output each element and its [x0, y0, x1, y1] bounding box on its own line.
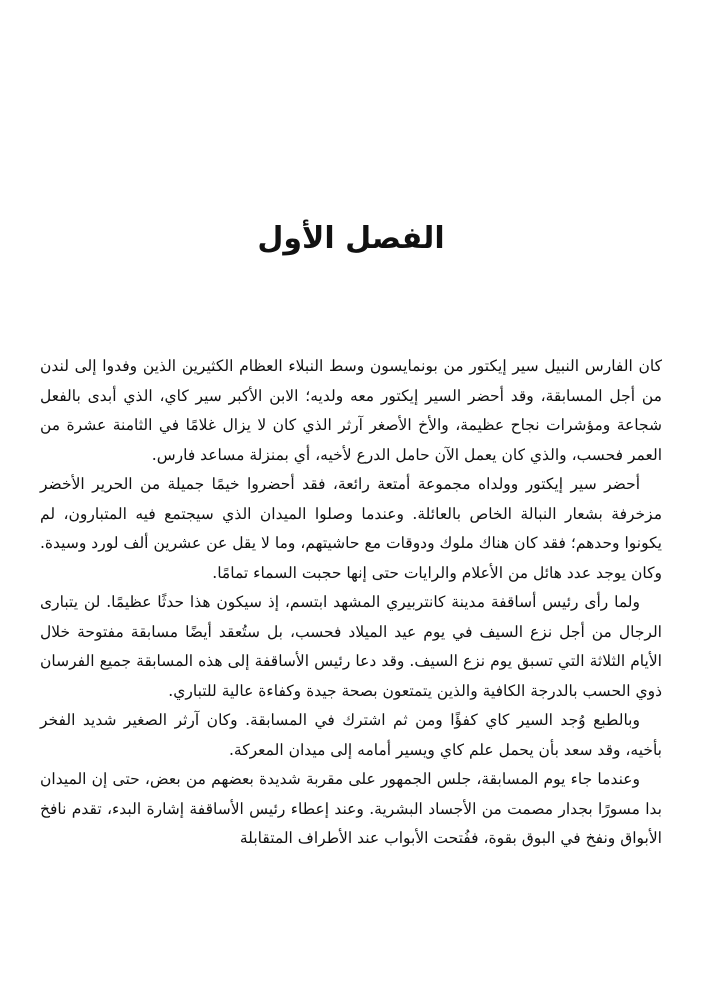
- chapter-body: [40, 352, 662, 854]
- paragraph: وعندما جاء يوم المسابقة، جلس الجمهور على مقربة شديدة بعضهم من بعض، حتى إن الميدان بدا مسورًا بجدار مصمت من الأجساد البشرية. وعند إعطاء رئيس الأساقفة إشارة البدء، تقدم نافخ الأبواق ونفخ في البوق بقوة، ففُتحت الأبواب عند الأطراف المتقابلة: [40, 770, 662, 847]
- paragraph: ولما رأى رئيس أساقفة مدينة كانتربيري المشهد ابتسم، إذ سيكون هذا حدثًا عظيمًا. لن يتبارى الرجال من أجل نزع السيف في يوم عيد الميلاد فحسب، بل ستُعقد أيضًا مسابقة مفتوحة خلال الأيام الثلاثة التي تسبق يوم نزع السيف. وقد دعا رئيس الأساقفة إلى هذه المسابقة جميع الفرسان ذوي الحسب بالدرجة الكافية والذين يتمتعون بصحة جيدة وكفاءة عالية للتباري.: [40, 593, 662, 700]
- paragraph: أحضر سير إيكتور وولداه مجموعة أمتعة رائعة، فقد أحضروا خيمًا جميلة من الحرير الأخضر مزخرفة بشعار النبالة الخاص بالعائلة. وعندما وصلوا الميدان الذي سيجتمع فيه المتبارون، لم يكونوا وحدهم؛ فقد كان هناك ملوك ودوقات مع حاشيتهم، وما لا يقل عن عشرين ألف لورد وسيدة. وكان يوجد عدد هائل من الأعلام والرايات حتى إنها حجبت السماء تمامًا.: [40, 475, 662, 582]
- paragraph: كان الفارس النبيل سير إيكتور من بونمايسون وسط النبلاء العظام الكثيرين الذين وفدوا إلى لندن من أجل المسابقة، وقد أحضر السير إيكتور معه ولديه؛ الابن الأكبر سير كاي، الذي أبدى بالفعل شجاعة ومؤشرات نجاح عظيمة، والأخ الأصغر آرثر الذي كان لا يزال غلامًا في الثامنة عشرة من العمر فحسب، والذي كان يعمل الآن حامل الدرع لأخيه، أي بمنزلة مساعد فارس.: [40, 357, 662, 464]
- chapter-title: الفصل الأول: [257, 221, 445, 256]
- paragraph: وبالطبع وُجد السير كاي كفؤًا ومن ثم اشترك في المسابقة. وكان آرثر الصغير شديد الفخر بأخيه، وقد سعد بأن يحمل علم كاي ويسير أمامه إلى ميدان المعركة.: [40, 711, 662, 759]
